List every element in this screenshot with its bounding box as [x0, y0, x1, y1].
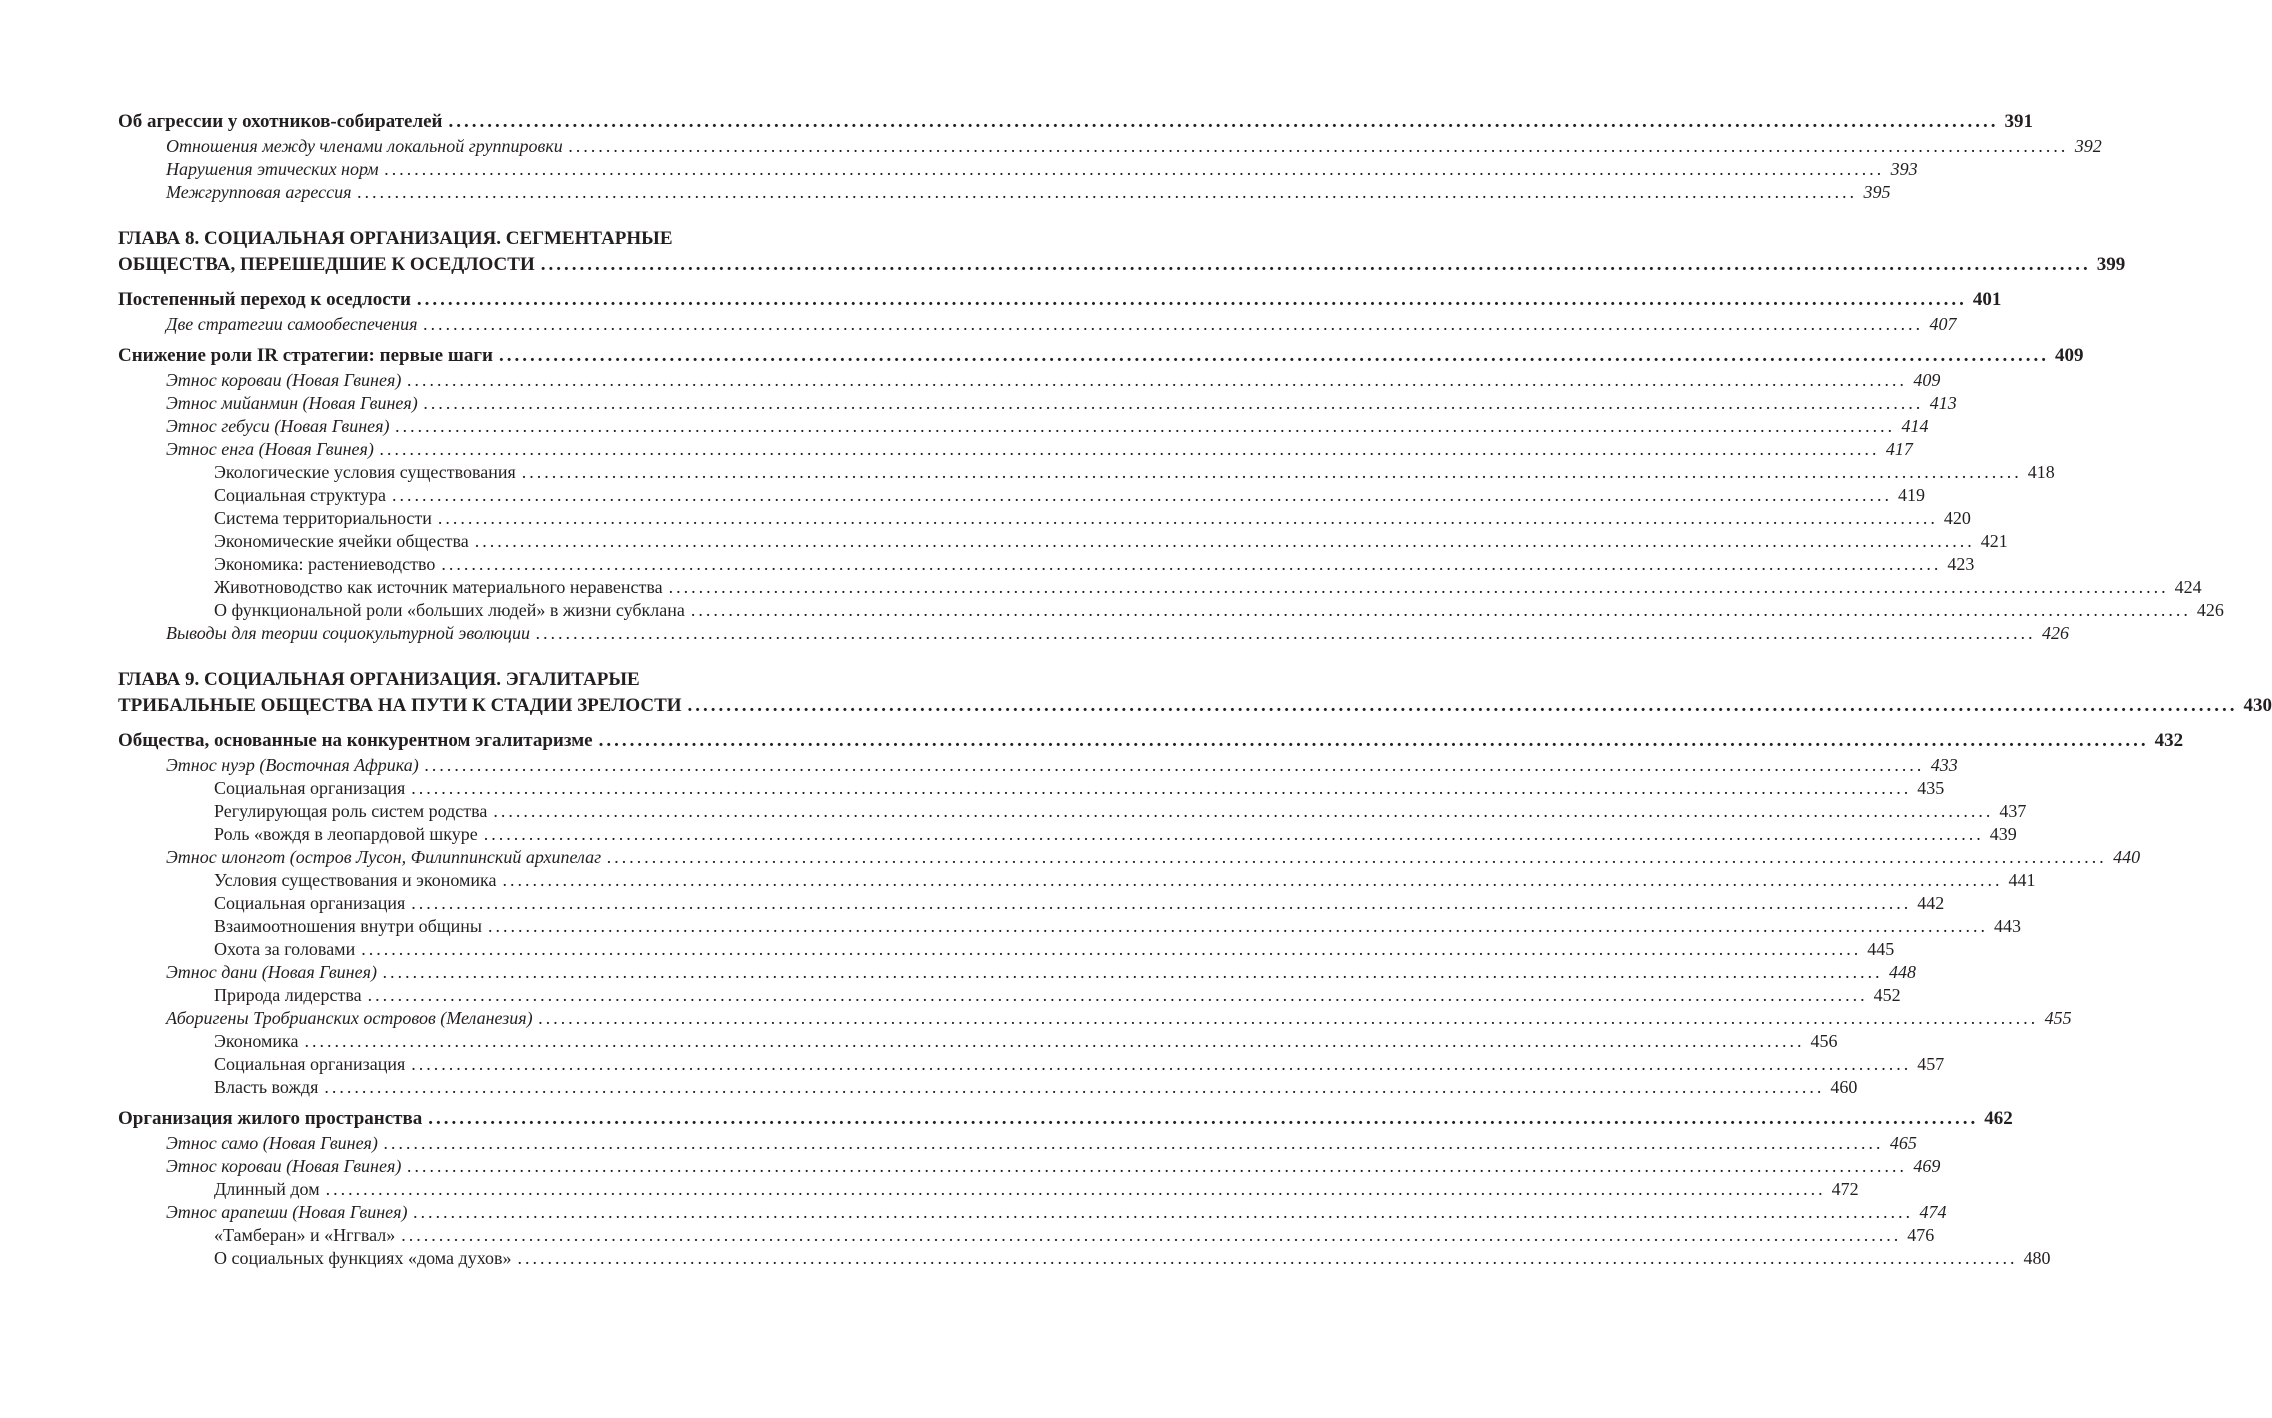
dot-leader: ........................................................................................................................................................................................................	[413, 1202, 1914, 1222]
toc-entry[interactable]	[118, 1132, 1917, 1155]
toc-entry[interactable]	[118, 1178, 1859, 1201]
page-number: 462	[1984, 1108, 2013, 1129]
page-number: 409	[1913, 370, 1941, 390]
toc-entry[interactable]	[118, 984, 1901, 1007]
toc-entry-title: «Тамберан» и «Нггвал»	[214, 1225, 396, 1245]
toc-block	[118, 108, 2102, 204]
toc-entry-title: Регулирующая роль систем родства	[214, 801, 488, 821]
page-number: 409	[2054, 345, 2084, 366]
toc-entry[interactable]	[118, 622, 2069, 645]
dot-leader: ........................................................................................................................................................................................................	[517, 1248, 2018, 1268]
dot-leader: ........................................................................................................................................................................................................	[488, 916, 1989, 936]
toc-entry-title: Длинный дом	[214, 1179, 320, 1199]
page-number: 419	[1897, 485, 1925, 505]
page-number: 442	[1917, 893, 1945, 913]
page-number: 401	[1972, 289, 2002, 310]
page-number: 460	[1830, 1077, 1858, 1097]
toc-entry-title: Этнос арапеши (Новая Гвинея)	[166, 1202, 408, 1222]
toc-entry-title: Природа лидерства	[214, 985, 362, 1005]
page-number: 457	[1917, 1054, 1945, 1074]
toc-entry[interactable]	[118, 823, 2017, 846]
page-number: 418	[2027, 462, 2055, 482]
toc-entry-title: Взаимоотношения внутри общины	[214, 916, 483, 936]
toc-entry[interactable]	[118, 1247, 2051, 1270]
toc-entry[interactable]	[118, 461, 2055, 484]
toc-entry-title: Этнос само (Новая Гвинея)	[166, 1133, 378, 1153]
toc-entry[interactable]	[118, 342, 2084, 369]
dot-leader: ........................................................................................................................................................................................................	[401, 1225, 1902, 1245]
toc-entry[interactable]	[118, 846, 2141, 869]
toc-entry[interactable]	[118, 961, 1916, 984]
toc-entry[interactable]	[118, 869, 2036, 892]
toc-entry-title: Этнос енга (Новая Гвинея)	[166, 439, 374, 459]
dot-leader: ........................................................................................................................................................................................................	[498, 345, 2049, 366]
toc-entry-title: О социальных функциях «дома духов»	[214, 1248, 512, 1268]
chapter-title-line2: ОБЩЕСТВА, ПЕРЕШЕДШИЕ К ОСЕДЛОСТИ	[118, 254, 535, 275]
page-number: 417	[1885, 439, 1913, 459]
toc-entry-title: Социальная организация	[214, 893, 406, 913]
toc-entry[interactable]	[118, 135, 2102, 158]
dot-leader: ........................................................................................................................................................................................................	[607, 847, 2108, 867]
toc-entry[interactable]	[118, 158, 1918, 181]
page-number: 439	[1989, 824, 2017, 844]
toc-entry-title: Две стратегии самообеспечения	[166, 314, 418, 334]
dot-leader: ........................................................................................................................................................................................................	[423, 393, 1924, 413]
chapter-title-line1: ГЛАВА 8. СОЦИАЛЬНАЯ ОРГАНИЗАЦИЯ. СЕГМЕНТАРНЫЕ	[118, 228, 673, 249]
dot-leader: ........................................................................................................................................................................................................	[424, 755, 1925, 775]
page-number: 407	[1929, 314, 1957, 334]
page-number: 426	[2042, 623, 2069, 643]
toc-entry[interactable]	[118, 1201, 1947, 1224]
dot-leader: ........................................................................................................................................................................................................	[379, 439, 1880, 459]
toc-entry-title: Охота за головами	[214, 939, 356, 959]
toc-entry[interactable]	[118, 553, 1975, 576]
toc-entry-title: Снижение роли IR стратегии: первые шаги	[118, 345, 493, 366]
toc-entry[interactable]	[118, 530, 2008, 553]
toc-entry-title: Отношения между членами локальной группировки	[166, 136, 563, 156]
dot-leader: ........................................................................................................................................................................................................	[423, 314, 1924, 334]
toc-block	[118, 286, 2224, 645]
toc-entry-title: Власть вождя	[214, 1077, 319, 1097]
chapter-title-line2: ТРИБАЛЬНЫЕ ОБЩЕСТВА НА ПУТИ К СТАДИИ ЗРЕЛОСТИ	[118, 695, 682, 716]
page-number: 399	[2096, 254, 2126, 275]
toc-entry-title: Экономические ячейки общества	[214, 531, 469, 551]
toc-entry-title: Этнос короваи (Новая Гвинея)	[166, 1156, 402, 1176]
page-number: 476	[1907, 1225, 1935, 1245]
toc-entry[interactable]	[118, 438, 1913, 461]
dot-leader: ........................................................................................................................................................................................................	[382, 962, 1883, 982]
dot-leader: ........................................................................................................................................................................................................	[690, 600, 2191, 620]
page-number: 455	[2044, 1008, 2072, 1028]
dot-leader: ........................................................................................................................................................................................................	[668, 577, 2169, 597]
dot-leader: ........................................................................................................................................................................................................	[598, 730, 2149, 751]
dot-leader: ........................................................................................................................................................................................................	[391, 485, 1892, 505]
page-number: 413	[1929, 393, 1957, 413]
chapter-heading-8[interactable]	[118, 226, 2126, 278]
dot-leader: ........................................................................................................................................................................................................	[384, 159, 1885, 179]
toc-entry[interactable]	[118, 599, 2224, 622]
dot-leader: ........................................................................................................................................................................................................	[416, 289, 1967, 310]
page-number: 448	[1888, 962, 1916, 982]
toc-entry[interactable]	[118, 108, 2034, 135]
page-number: 469	[1913, 1156, 1941, 1176]
dot-leader: ........................................................................................................................................................................................................	[411, 1054, 1912, 1074]
chapter-title-line1: ГЛАВА 9. СОЦИАЛЬНАЯ ОРГАНИЗАЦИЯ. ЭГАЛИТАРЫЕ	[118, 669, 640, 690]
page-number: 445	[1867, 939, 1895, 959]
page-number: 433	[1930, 755, 1958, 775]
toc-entry[interactable]	[118, 892, 1945, 915]
toc-entry[interactable]	[118, 1076, 1858, 1099]
toc-entry[interactable]	[118, 1007, 2072, 1030]
dot-leader: ........................................................................................................................................................................................................	[325, 1179, 1826, 1199]
chapter-heading-9[interactable]	[118, 667, 2272, 719]
dot-leader: ........................................................................................................................................................................................................	[437, 508, 1938, 528]
dot-leader: ........................................................................................................................................................................................................	[538, 1008, 2039, 1028]
toc-entry[interactable]	[118, 181, 1891, 204]
dot-leader: ........................................................................................................................................................................................................	[441, 554, 1942, 574]
dot-leader: ........................................................................................................................................................................................................	[324, 1077, 1825, 1097]
page-number: 432	[2154, 730, 2184, 751]
dot-leader: ........................................................................................................................................................................................................	[483, 824, 1984, 844]
page-number: 426	[2196, 600, 2224, 620]
dot-leader: ........................................................................................................................................................................................................	[357, 182, 1858, 202]
dot-leader: ........................................................................................................................................................................................................	[493, 801, 1994, 821]
dot-leader: ........................................................................................................................................................................................................	[502, 870, 2003, 890]
dot-leader: ........................................................................................................................................................................................................	[411, 893, 1912, 913]
toc-entry-title: Система территориальности	[214, 508, 432, 528]
toc-entry[interactable]	[118, 938, 1895, 961]
toc-block	[118, 727, 2184, 1270]
page-number: 395	[1863, 182, 1891, 202]
toc-entry-title: О функциональной роли «больших людей» в жизни субклана	[214, 600, 685, 620]
page-number: 465	[1889, 1133, 1917, 1153]
dot-leader: ........................................................................................................................................................................................................	[367, 985, 1868, 1005]
toc-entry[interactable]	[118, 484, 1925, 507]
toc-entry[interactable]	[118, 313, 1957, 336]
toc-entry[interactable]	[118, 1030, 1838, 1053]
toc-entry-title: Животноводство как источник материального неравенства	[214, 577, 663, 597]
toc-entry-title: Экологические условия существования	[214, 462, 516, 482]
dot-leader: ........................................................................................................................................................................................................	[536, 623, 2036, 643]
dot-leader: ........................................................................................................................................................................................................	[428, 1108, 1979, 1129]
toc-entry-title: Этнос дани (Новая Гвинея)	[166, 962, 377, 982]
toc-entry[interactable]	[118, 777, 1945, 800]
page-number: 393	[1890, 159, 1918, 179]
toc-entry[interactable]	[118, 727, 2184, 754]
dot-leader: ........................................................................................................................................................................................................	[304, 1031, 1805, 1051]
page-number: 480	[2023, 1248, 2051, 1268]
dot-leader: ........................................................................................................................................................................................................	[448, 111, 1999, 132]
page-number: 441	[2008, 870, 2036, 890]
toc-entry[interactable]	[118, 1224, 1935, 1247]
page-number: 420	[1943, 508, 1971, 528]
dot-leader: ........................................................................................................................................................................................................	[540, 254, 2091, 275]
page-number: 443	[1994, 916, 2022, 936]
page-number: 437	[1999, 801, 2027, 821]
toc-entry-title: Выводы для теории социокультурной эволюции	[166, 623, 530, 643]
chapter-title-line2-entry	[118, 252, 2126, 278]
dot-leader: ........................................................................................................................................................................................................	[521, 462, 2022, 482]
toc-entry-title: Нарушения этических норм	[166, 159, 379, 179]
page-number: 424	[2174, 577, 2202, 597]
page-number: 456	[1810, 1031, 1838, 1051]
toc-entry-title: Социальная структура	[214, 485, 386, 505]
toc-entry-title: Общества, основанные на конкурентном эгалитаризме	[118, 730, 593, 751]
table-of-contents	[118, 108, 2272, 1270]
dot-leader: ........................................................................................................................................................................................................	[361, 939, 1862, 959]
toc-entry-title: Об агрессии у охотников-собирателей	[118, 111, 443, 132]
dot-leader: ........................................................................................................................................................................................................	[383, 1133, 1884, 1153]
toc-entry-title: Социальная организация	[214, 778, 406, 798]
dot-leader: ........................................................................................................................................................................................................	[568, 136, 2069, 156]
toc-entry-title: Этнос короваи (Новая Гвинея)	[166, 370, 402, 390]
chapter-title-line2-entry	[118, 693, 2272, 719]
dot-leader: ........................................................................................................................................................................................................	[407, 1156, 1908, 1176]
page-number: 391	[2004, 111, 2034, 132]
toc-entry[interactable]	[118, 286, 2002, 313]
toc-entry-title: Роль «вождя в леопардовой шкуре	[214, 824, 478, 844]
toc-entry[interactable]	[118, 800, 2027, 823]
toc-entry[interactable]	[118, 1105, 2013, 1132]
toc-entry[interactable]	[118, 415, 1929, 438]
page-number: 440	[2113, 847, 2141, 867]
toc-entry[interactable]	[118, 576, 2202, 599]
toc-entry-title: Этнос мийанмин (Новая Гвинея)	[166, 393, 418, 413]
page-number: 423	[1947, 554, 1975, 574]
page-number: 421	[1980, 531, 2008, 551]
toc-entry-title: Межгрупповая агрессия	[166, 182, 352, 202]
toc-entry-title: Этнос нуэр (Восточная Африка)	[166, 755, 419, 775]
page-number: 472	[1831, 1179, 1859, 1199]
toc-entry-title: Организация жилого пространства	[118, 1108, 423, 1129]
toc-entry-title: Постепенный переход к оседлости	[118, 289, 411, 310]
dot-leader: ........................................................................................................................................................................................................	[407, 370, 1908, 390]
toc-entry[interactable]	[118, 915, 2022, 938]
toc-entry-title: Экономика: растениеводство	[214, 554, 436, 574]
page-number: 430	[2243, 695, 2272, 716]
page-number: 392	[2074, 136, 2102, 156]
dot-leader: ........................................................................................................................................................................................................	[411, 778, 1912, 798]
toc-entry-title: Условия существования и экономика	[214, 870, 497, 890]
toc-entry-title: Этнос гебуси (Новая Гвинея)	[166, 416, 390, 436]
dot-leader: ........................................................................................................................................................................................................	[474, 531, 1975, 551]
toc-entry[interactable]	[118, 1053, 1945, 1076]
toc-entry[interactable]	[118, 369, 1941, 392]
toc-entry[interactable]	[118, 1155, 1941, 1178]
page-number: 435	[1917, 778, 1945, 798]
toc-entry[interactable]	[118, 754, 1958, 777]
toc-entry-title: Экономика	[214, 1031, 299, 1051]
page-number: 474	[1919, 1202, 1947, 1222]
toc-entry-title: Этнос илонгот (остров Лусон, Филиппинский архипелаг	[166, 847, 602, 867]
dot-leader: ........................................................................................................................................................................................................	[687, 695, 2238, 716]
page-number: 414	[1901, 416, 1929, 436]
dot-leader: ........................................................................................................................................................................................................	[395, 416, 1896, 436]
page-number: 452	[1873, 985, 1901, 1005]
toc-entry-title: Социальная организация	[214, 1054, 406, 1074]
toc-entry[interactable]	[118, 507, 1971, 530]
toc-entry-title: Аборигены Тробрианских островов (Меланезия)	[166, 1008, 533, 1028]
toc-entry[interactable]	[118, 392, 1957, 415]
